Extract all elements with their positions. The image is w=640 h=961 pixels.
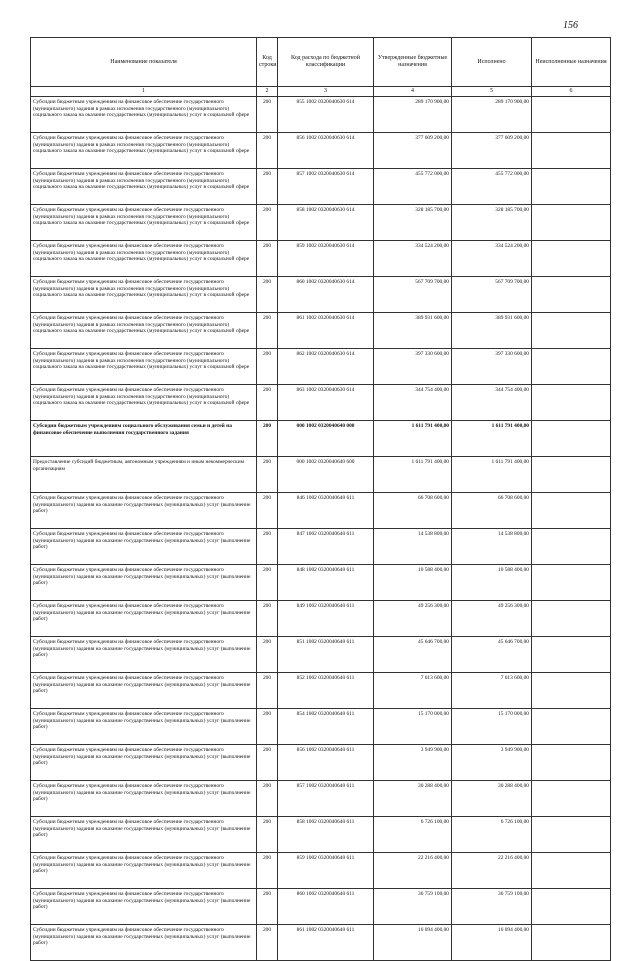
row-executed: 397 330 600,00	[452, 349, 532, 385]
row-name: Субсидии бюджетным учреждениям на финансовое обеспечение государственного (муниципального) задания на оказание государственных (муниципальных) услуг (выполнение работ)	[31, 889, 257, 925]
row-unexecuted	[532, 385, 611, 421]
row-approved: 22 216 400,00	[374, 853, 452, 889]
row-name: Субсидии бюджетным учреждениям на финансовое обеспечение государственного (муниципального) задания в рамках исполнения государственного (муниципального) социального заказа на оказание государственных (муниципальных) услуг в социальной сфере	[31, 313, 257, 349]
row-line-code: 200	[257, 529, 278, 565]
row-budget-code: 849 1002 0320040640 611	[278, 601, 374, 637]
row-line-code: 200	[257, 925, 278, 961]
table-row	[31, 493, 611, 529]
row-unexecuted	[532, 133, 611, 169]
row-unexecuted	[532, 781, 611, 817]
row-executed: 7 613 600,00	[452, 673, 532, 709]
row-unexecuted	[532, 205, 611, 241]
row-budget-code: 860 1002 0320040640 611	[278, 889, 374, 925]
table-row	[31, 601, 611, 637]
row-budget-code: 857 1002 0320040640 611	[278, 781, 374, 817]
row-line-code: 200	[257, 781, 278, 817]
row-executed: 1 611 791 400,00	[452, 457, 532, 493]
row-executed: 567 709 700,00	[452, 277, 532, 313]
row-budget-code: 861 1002 0320040640 611	[278, 925, 374, 961]
row-approved: 289 170 900,00	[374, 97, 452, 133]
row-executed: 16 094 400,00	[452, 925, 532, 961]
row-unexecuted	[532, 349, 611, 385]
row-line-code: 200	[257, 97, 278, 133]
row-budget-code: 854 1002 0320040640 611	[278, 709, 374, 745]
row-executed: 377 609 200,00	[452, 133, 532, 169]
row-name: Субсидии бюджетным учреждениям на финансовое обеспечение государственного (муниципального) задания на оказание государственных (муниципальных) услуг (выполнение работ)	[31, 673, 257, 709]
row-line-code: 200	[257, 349, 278, 385]
row-approved: 7 613 600,00	[374, 673, 452, 709]
row-line-code: 200	[257, 385, 278, 421]
row-approved: 455 772 000,00	[374, 169, 452, 205]
row-line-code: 200	[257, 277, 278, 313]
row-budget-code: 847 1002 0320040640 611	[278, 529, 374, 565]
table-row	[31, 385, 611, 421]
table-row	[31, 529, 611, 565]
row-name: Субсидии бюджетным учреждениям на финансовое обеспечение государственного (муниципального) задания в рамках исполнения государственного (муниципального) социального заказа на оказание государственных (муниципальных) услуг в социальной сфере	[31, 169, 257, 205]
row-line-code: 200	[257, 241, 278, 277]
row-unexecuted	[532, 601, 611, 637]
header-line-code: Код строки	[257, 38, 278, 87]
row-budget-code: 856 1002 0320040640 611	[278, 745, 374, 781]
row-budget-code: 859 1002 0320040640 611	[278, 853, 374, 889]
row-budget-code: 851 1002 0320040640 611	[278, 637, 374, 673]
row-unexecuted	[532, 565, 611, 601]
row-line-code: 200	[257, 673, 278, 709]
row-executed: 3 949 900,00	[452, 745, 532, 781]
row-unexecuted	[532, 673, 611, 709]
row-name: Субсидии бюджетным учреждениям на финансовое обеспечение государственного (муниципального) задания на оказание государственных (муниципальных) услуг (выполнение работ)	[31, 601, 257, 637]
row-unexecuted	[532, 889, 611, 925]
row-budget-code: 858 1002 0320040630 614	[278, 205, 374, 241]
row-name: Субсидии бюджетным учреждениям на финансовое обеспечение государственного (муниципального) задания в рамках исполнения государственного (муниципального) социального заказа на оказание государственных (муниципальных) услуг в социальной сфере	[31, 385, 257, 421]
row-name: Предоставление субсидий бюджетным, автономным учреждениям и иным некоммерческим организациям	[31, 457, 257, 493]
row-budget-code: 858 1002 0320040640 611	[278, 817, 374, 853]
table-row	[31, 169, 611, 205]
row-line-code: 200	[257, 853, 278, 889]
row-name: Субсидии бюджетным учреждениям социального обслуживания семьи и детей на финансовое обеспечение выполнения государственного задания	[31, 421, 257, 457]
row-approved: 16 094 400,00	[374, 925, 452, 961]
header-name: Наименование показателя	[31, 38, 257, 87]
row-name: Субсидии бюджетным учреждениям на финансовое обеспечение государственного (муниципального) задания в рамках исполнения государственного (муниципального) социального заказа на оказание государственных (муниципальных) услуг в социальной сфере	[31, 97, 257, 133]
table-row	[31, 457, 611, 493]
row-executed: 6 726 100,00	[452, 817, 532, 853]
row-budget-code: 860 1002 0320040630 614	[278, 277, 374, 313]
row-unexecuted	[532, 97, 611, 133]
header-budget-code: Код расхода по бюджетной классификации	[278, 38, 374, 87]
row-name: Субсидии бюджетным учреждениям на финансовое обеспечение государственного (муниципального) задания в рамках исполнения государственного (муниципального) социального заказа на оказание государственных (муниципальных) услуг в социальной сфере	[31, 205, 257, 241]
table-row	[31, 709, 611, 745]
row-budget-code: 859 1002 0320040630 614	[278, 241, 374, 277]
row-approved: 14 538 800,00	[374, 529, 452, 565]
row-approved: 3 949 900,00	[374, 745, 452, 781]
row-executed: 10 588 400,00	[452, 565, 532, 601]
row-unexecuted	[532, 457, 611, 493]
row-executed: 14 538 800,00	[452, 529, 532, 565]
column-number: 5	[452, 87, 532, 97]
table-row	[31, 565, 611, 601]
row-approved: 1 611 791 400,00	[374, 421, 452, 457]
table-header	[31, 38, 611, 87]
row-approved: 328 185 700,00	[374, 205, 452, 241]
row-name: Субсидии бюджетным учреждениям на финансовое обеспечение государственного (муниципального) задания на оказание государственных (муниципальных) услуг (выполнение работ)	[31, 781, 257, 817]
table-row	[31, 205, 611, 241]
row-name: Субсидии бюджетным учреждениям на финансовое обеспечение государственного (муниципального) задания на оказание государственных (муниципальных) услуг (выполнение работ)	[31, 817, 257, 853]
row-unexecuted	[532, 277, 611, 313]
row-executed: 328 185 700,00	[452, 205, 532, 241]
row-budget-code: 000 1002 0320040640 600	[278, 457, 374, 493]
row-name: Субсидии бюджетным учреждениям на финансовое обеспечение государственного (муниципального) задания на оказание государственных (муниципальных) услуг (выполнение работ)	[31, 565, 257, 601]
row-budget-code: 852 1002 0320040640 611	[278, 673, 374, 709]
row-line-code: 200	[257, 745, 278, 781]
row-name: Субсидии бюджетным учреждениям на финансовое обеспечение государственного (муниципального) задания на оказание государственных (муниципальных) услуг (выполнение работ)	[31, 637, 257, 673]
row-approved: 344 754 400,00	[374, 385, 452, 421]
row-approved: 6 726 100,00	[374, 817, 452, 853]
table-row	[31, 97, 611, 133]
row-name: Субсидии бюджетным учреждениям на финансовое обеспечение государственного (муниципального) задания в рамках исполнения государственного (муниципального) социального заказа на оказание государственных (муниципальных) услуг в социальной сфере	[31, 349, 257, 385]
row-unexecuted	[532, 745, 611, 781]
row-line-code: 200	[257, 169, 278, 205]
table-row	[31, 889, 611, 925]
row-unexecuted	[532, 493, 611, 529]
row-unexecuted	[532, 241, 611, 277]
row-unexecuted	[532, 313, 611, 349]
row-unexecuted	[532, 421, 611, 457]
row-executed: 1 611 791 400,00	[452, 421, 532, 457]
column-number: 3	[278, 87, 374, 97]
row-approved: 1 611 791 400,00	[374, 457, 452, 493]
table-row	[31, 745, 611, 781]
column-number: 6	[532, 87, 611, 97]
row-approved: 36 759 100,00	[374, 889, 452, 925]
row-name: Субсидии бюджетным учреждениям на финансовое обеспечение государственного (муниципального) задания в рамках исполнения государственного (муниципального) социального заказа на оказание государственных (муниципальных) услуг в социальной сфере	[31, 277, 257, 313]
row-line-code: 200	[257, 817, 278, 853]
header-executed: Исполнено	[452, 38, 532, 87]
row-unexecuted	[532, 709, 611, 745]
column-number: 2	[257, 87, 278, 97]
row-approved: 397 330 600,00	[374, 349, 452, 385]
row-line-code: 200	[257, 205, 278, 241]
table-row	[31, 817, 611, 853]
row-executed: 66 708 600,00	[452, 493, 532, 529]
row-executed: 344 754 400,00	[452, 385, 532, 421]
row-executed: 49 256 300,00	[452, 601, 532, 637]
header-approved: Утвержденные бюджетные назначения	[374, 38, 452, 87]
table-row	[31, 781, 611, 817]
table-row	[31, 313, 611, 349]
row-executed: 389 931 600,00	[452, 313, 532, 349]
row-unexecuted	[532, 925, 611, 961]
row-name: Субсидии бюджетным учреждениям на финансовое обеспечение государственного (муниципального) задания на оказание государственных (муниципальных) услуг (выполнение работ)	[31, 709, 257, 745]
row-line-code: 200	[257, 709, 278, 745]
row-line-code: 200	[257, 313, 278, 349]
row-line-code: 200	[257, 565, 278, 601]
row-unexecuted	[532, 817, 611, 853]
row-approved: 334 524 200,00	[374, 241, 452, 277]
row-line-code: 200	[257, 889, 278, 925]
report-table	[30, 37, 611, 961]
row-approved: 66 708 600,00	[374, 493, 452, 529]
row-executed: 36 759 100,00	[452, 889, 532, 925]
row-approved: 45 646 700,00	[374, 637, 452, 673]
row-approved: 10 588 400,00	[374, 565, 452, 601]
row-budget-code: 863 1002 0320040630 614	[278, 385, 374, 421]
row-executed: 289 170 900,00	[452, 97, 532, 133]
column-number-row	[31, 87, 611, 97]
column-number: 1	[31, 87, 257, 97]
row-budget-code: 862 1002 0320040630 614	[278, 349, 374, 385]
row-unexecuted	[532, 529, 611, 565]
row-approved: 389 931 600,00	[374, 313, 452, 349]
table-row	[31, 349, 611, 385]
row-name: Субсидии бюджетным учреждениям на финансовое обеспечение государственного (муниципального) задания в рамках исполнения государственного (муниципального) социального заказа на оказание государственных (муниципальных) услуг в социальной сфере	[31, 133, 257, 169]
row-line-code: 200	[257, 421, 278, 457]
table-row	[31, 925, 611, 961]
row-budget-code: 848 1002 0320040640 611	[278, 565, 374, 601]
row-line-code: 200	[257, 637, 278, 673]
row-approved: 567 709 700,00	[374, 277, 452, 313]
row-executed: 455 772 000,00	[452, 169, 532, 205]
table-row	[31, 673, 611, 709]
row-unexecuted	[532, 853, 611, 889]
row-line-code: 200	[257, 493, 278, 529]
table-row	[31, 637, 611, 673]
row-budget-code: 846 1002 0320040640 611	[278, 493, 374, 529]
row-unexecuted	[532, 169, 611, 205]
row-executed: 15 170 000,00	[452, 709, 532, 745]
row-name: Субсидии бюджетным учреждениям на финансовое обеспечение государственного (муниципального) задания на оказание государственных (муниципальных) услуг (выполнение работ)	[31, 853, 257, 889]
row-budget-code: 855 1002 0320040630 614	[278, 97, 374, 133]
column-number: 4	[374, 87, 452, 97]
table-row	[31, 421, 611, 457]
row-line-code: 200	[257, 457, 278, 493]
header-unexecuted: Неисполненные назначения	[532, 38, 611, 87]
row-name: Субсидии бюджетным учреждениям на финансовое обеспечение государственного (муниципального) задания на оказание государственных (муниципальных) услуг (выполнение работ)	[31, 925, 257, 961]
row-name: Субсидии бюджетным учреждениям на финансовое обеспечение государственного (муниципального) задания в рамках исполнения государственного (муниципального) социального заказа на оказание государственных (муниципальных) услуг в социальной сфере	[31, 241, 257, 277]
table-row	[31, 277, 611, 313]
table-row	[31, 133, 611, 169]
row-name: Субсидии бюджетным учреждениям на финансовое обеспечение государственного (муниципального) задания на оказание государственных (муниципальных) услуг (выполнение работ)	[31, 493, 257, 529]
row-line-code: 200	[257, 601, 278, 637]
row-approved: 15 170 000,00	[374, 709, 452, 745]
row-budget-code: 000 1002 0320040640 000	[278, 421, 374, 457]
row-budget-code: 857 1002 0320040630 614	[278, 169, 374, 205]
row-executed: 30 288 400,00	[452, 781, 532, 817]
row-budget-code: 856 1002 0320040630 614	[278, 133, 374, 169]
row-executed: 45 646 700,00	[452, 637, 532, 673]
row-unexecuted	[532, 637, 611, 673]
row-name: Субсидии бюджетным учреждениям на финансовое обеспечение государственного (муниципального) задания на оказание государственных (муниципальных) услуг (выполнение работ)	[31, 745, 257, 781]
table-row	[31, 853, 611, 889]
row-budget-code: 861 1002 0320040630 614	[278, 313, 374, 349]
table-row	[31, 241, 611, 277]
row-approved: 30 288 400,00	[374, 781, 452, 817]
row-approved: 377 609 200,00	[374, 133, 452, 169]
row-line-code: 200	[257, 133, 278, 169]
row-executed: 22 216 400,00	[452, 853, 532, 889]
row-name: Субсидии бюджетным учреждениям на финансовое обеспечение государственного (муниципального) задания на оказание государственных (муниципальных) услуг (выполнение работ)	[31, 529, 257, 565]
row-approved: 49 256 300,00	[374, 601, 452, 637]
table-body	[31, 87, 611, 961]
page-number: 156	[563, 20, 578, 31]
row-executed: 334 524 200,00	[452, 241, 532, 277]
